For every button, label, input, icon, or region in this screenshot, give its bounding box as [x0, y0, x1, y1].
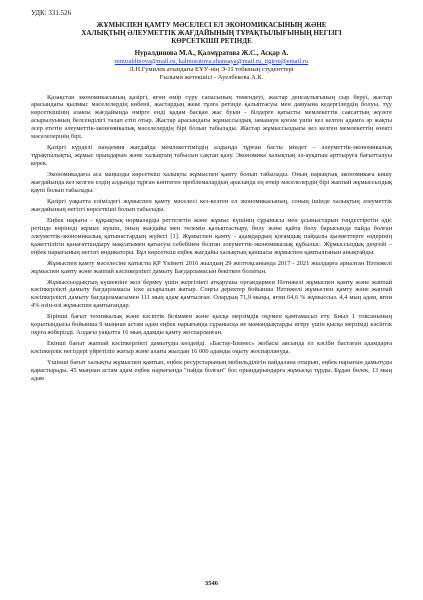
article-body [31, 94, 392, 383]
paragraph: Қазіргі уақытта еліміздегі жұмыспен қамту мәселесі кез-келген ел экономикасының, соның ішінде халықтың әлеуметтік жағдайының негізгі көрсеткіші болып табылады. [31, 197, 392, 213]
paragraph: Жұмыссыздықтың күшеюіне жол бермеу үшін жергілікті атқарушы органдармен Нәтижелі жұмыспен қамту және жаппай кәсіпкерлікті дамыту бағдарламасы іске асырылып жатыр. Соңғы деректер бойынша Нәтижелі жұмыспен қамту және жаппай кәсіпкерлікті дамыту бағдарламасымен 111 мың адам қамтылған. Олардың 71,9 мыңы, яғни 64,6 % жұмыссыз. 4,4 мың адам, яғни 4% өзін-өзі жұмыспен қамтығандар. [31, 278, 392, 310]
email-links[interactable]: mnuraldinova@mail.ru, kalmuratova.zhansaya@mail.ru, iigirru@email.ru [114, 57, 309, 65]
title-line: КӨРСЕТКІШІ РЕТІНДЕ [171, 37, 252, 45]
udk-code: УДК: 331.526 [31, 9, 72, 17]
paragraph: Бірінші бағыт техникалық және кәсіптік біліммен және қысқа мерзімдік оқумен қамтамасыз ету. Биыл 1 токсанының қорытындысы бойынша 9 мыңнан астам адам еңбек нарығында сұранысқа ие мамандықтарды игеру үшін қысқа мерзімді кәсіптік оқуға жіберілді. Алдағы уақытта 16 мың адамды қамту жоспарланған. [31, 313, 392, 337]
author-emails[interactable] [31, 58, 392, 66]
supervisor: Ғылыми жетекшісі - Ауелбекова А.К. [159, 73, 264, 81]
page-number: 3546 [205, 580, 218, 587]
paragraph: Қазақстан экономикасының қазіргі, яғни өмір сүру сапасының төмендеуі, жастар денсаулығының сыр беруі, жастар арасындағы қылмыс мәселелердің көбеюі, жастардың жеке тұлға ретінде қалыптасуы мен дамуына кедергілердің болуы, түу көрсеткішінің азаюы жағдайында өмірге енді қадам басқан жас буын - білдерге қатысты мемлекеттік саясаттың жүзеге асырылуының белсенділігі талап етіп отыр. Жастар арасындағы жұмыссыздық заманауи қоғам үшін кез келген адамға әр жақты әсер ететін әлеуметтік-экономикалық мәселелердің бірі болып табылады. Жастар жұмыссыздығы кез келген мемлекеттің өзекті мәселелерінің бірі. [31, 93, 392, 141]
paragraph: Жұмыспен қамту мәселесіне қатысты ҚР Үкіметі 2016 жылдың 29 желтоқсанында 2017 - 2021 жылдарға арналған Нәтижелі жұмыспен қамту және жаппай кәсіпкерлікті дамыту Бағдарламасын бекіткен болатын. [31, 259, 392, 275]
authors: Нуралдинова М.А., Қалмұратова Ж.С., Асқар А. [134, 49, 289, 57]
title-line: ХАЛЫҚТЫҢ ӘЛЕУМЕТТІК ЖАҒДАЙЫНЫҢ ТҰРАҚТЫЛЫҒЫНЫҢ НЕГІЗГІ [81, 29, 342, 37]
paragraph: Үшінші бағыт халықты жұмыспен қамтып, еңбек ресурстарының мобильділігін пайдалана отырып, еңбек нарығын дамытуды қарастырады. 45 мыңнан астам адам еңбек нарығында "пайда болған" бос орындарындарға жұмысқа тұрды. Бұдан бөлек, 13 мың адам [31, 359, 392, 382]
article-title [31, 21, 392, 45]
paragraph: Екінші бағыт жаппай кәсіпкерлікті дамытуды көздейді. «Бастау-Бизнес» жобасы аясында ел кәсіби бастаған адамдарға кәсіпкерлік негіздері үйретіліп жатыр және алағы жылдан 16 000 адамды оқыту жоспарлануда. [31, 340, 392, 356]
paragraph: Экономикадағы аса маңызды көрсеткіш халықты жұмыспен қамту болып табылады. Оның нарықтық экономикаға көшу жағдайында кез келген елдің алдында тұрған көптеген проблемалардың арасында ең өткір мәселелердің бірі жаппай жұмыссыздық қаупі болып табылады. [31, 171, 392, 194]
paragraph: Еңбек нарығы - құқықтық нормаларды реттелетін және жұмыс күшінің сұранысы мен ұсыныстарын теңдестіретін әдіс ретінде көрінеді жұмыс күшін, оның жағдайы мен төлемін қалыптастыру, бөлу және қайта бөлу барысында пайда болған әлеуметтік-экономикалық қатынастардың жүйесі [1]. Жұмыспен қамту - адамдардың қоғамдық пайдалы қызметтерге өздерінің қажеттілігін қанағаттандыру мақсатымен қатысуы себебінен болған әлеуметтік-экономикалық құбылыс. Жұмыссыздық деңгейі – еңбек нарығының негізгі индикаторы. Бұл көрсеткіш еңбек жағдайы халықтың қаншасы жұмыспен қамтылғанын анықтайды. [31, 216, 392, 256]
affiliation: Л.Н.Гумилев атындағы ЕҰУ-нің Э-11 тобының студенттері [129, 65, 294, 73]
title-line: ЖҰМЫСПЕН ҚАМТУ МӘСЕЛЕСІ ЕЛ ЭКОНОМИКАСЫНЫҢ ЖӘНЕ [96, 21, 327, 29]
paragraph: Қазіргі күрделі пандемия жағдайда мемлекеттіміздің алдында тұрған басты міндет – әлеуметтік-экономикалық тұрақтылықты, жұмыс орындарын және халықтың табысын сақтап қалу. Экономика халықтың әл-ауқатын арттыруға бағытталуы керек. [31, 144, 392, 168]
